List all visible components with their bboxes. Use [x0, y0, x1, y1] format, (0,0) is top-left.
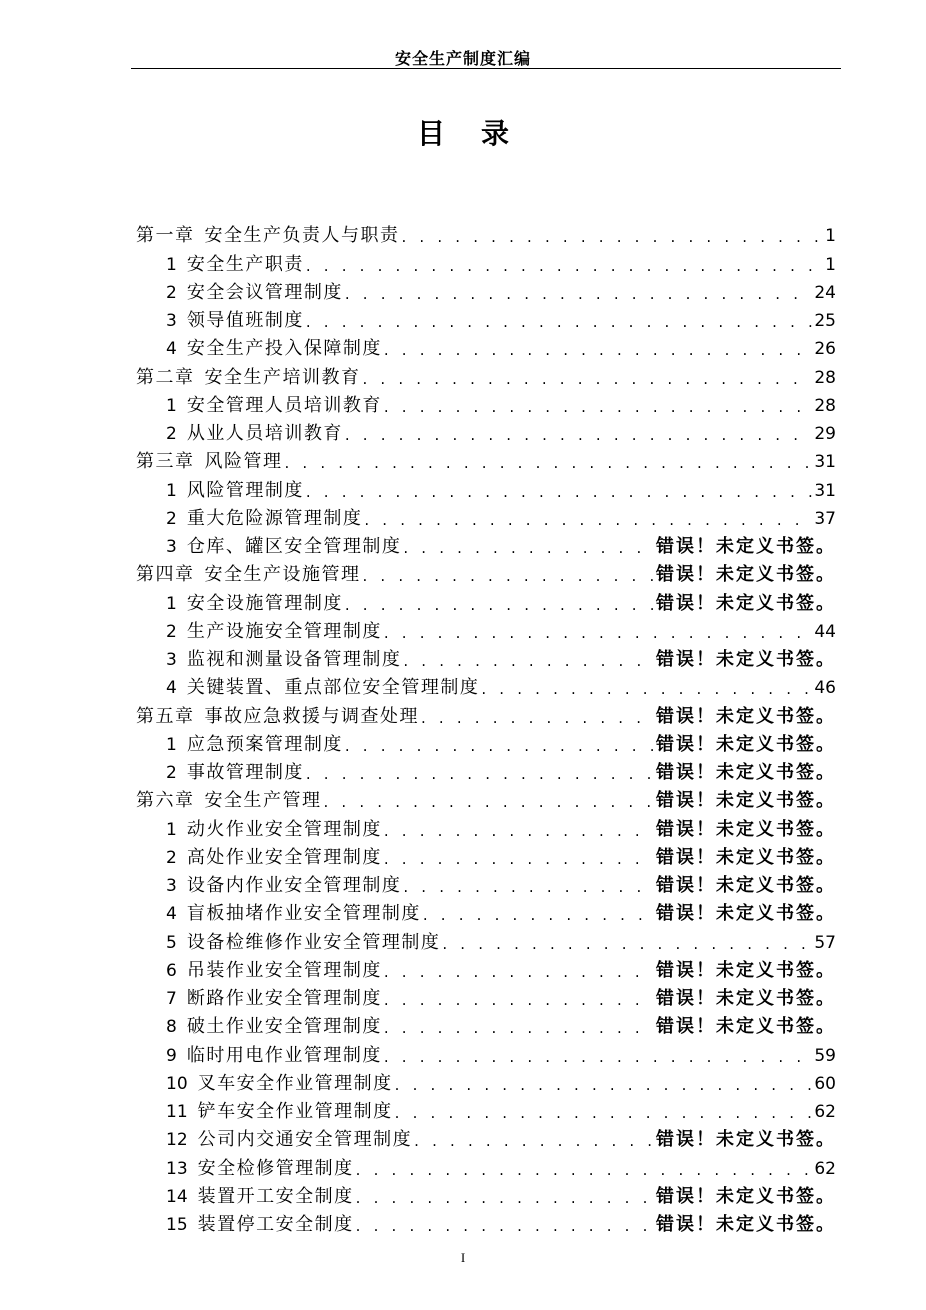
toc-entry-number: 5 [166, 932, 177, 953]
toc-section-link[interactable] [136, 872, 836, 900]
toc-entry-number: 4 [166, 339, 177, 360]
toc-page-number: 62 [814, 1102, 836, 1122]
table-of-contents [136, 222, 836, 1239]
toc-entry-label: 应急预案管理制度 [186, 733, 343, 755]
toc-section-link[interactable] [136, 815, 836, 843]
dot-leader [414, 1128, 654, 1154]
toc-section-link[interactable] [136, 476, 836, 504]
toc-entry-number: 第二章 [136, 366, 195, 388]
toc-page-number: 31 [814, 452, 836, 473]
toc-entry-label: 安全生产设施管理 [204, 564, 361, 586]
toc-entry-label: 盲板抽堵作业安全管理制度 [186, 903, 421, 925]
toc-section-link[interactable] [136, 985, 836, 1013]
dot-leader [356, 1157, 813, 1183]
toc-section-link[interactable] [136, 1041, 836, 1069]
toc-entry-number: 4 [166, 678, 177, 699]
dot-leader [403, 648, 654, 674]
toc-error-bookmark: 错误！未定义书签。 [656, 790, 836, 812]
toc-error-bookmark: 错误！未定义书签。 [656, 959, 836, 981]
toc-chapter-link[interactable] [136, 363, 836, 391]
toc-section-link[interactable] [136, 1070, 836, 1098]
toc-entry-label: 安全设施管理制度 [186, 592, 343, 614]
toc-entry-number: 第六章 [136, 790, 195, 812]
toc-section-link[interactable] [136, 533, 836, 561]
toc-entry-label: 安全生产投入保障制度 [186, 338, 382, 360]
dot-leader [285, 450, 813, 476]
toc-entry-label: 设备内作业安全管理制度 [186, 875, 402, 896]
dot-leader [384, 818, 654, 844]
toc-section-link[interactable] [136, 674, 836, 702]
toc-section-link[interactable] [136, 335, 836, 363]
toc-error-bookmark: 错误！未定义书签。 [656, 564, 836, 586]
toc-entry-label: 安全检修管理制度 [197, 1157, 354, 1179]
toc-entry-label: 监视和测量设备管理制度 [186, 649, 402, 670]
toc-section-link[interactable] [136, 844, 836, 872]
toc-section-link[interactable] [136, 307, 836, 335]
toc-entry-number: 7 [166, 989, 177, 1009]
toc-section-link[interactable] [136, 420, 836, 448]
toc-section-link[interactable] [136, 1183, 836, 1211]
dot-leader [306, 253, 823, 279]
dot-leader [384, 1015, 654, 1041]
toc-chapter-link[interactable] [136, 787, 836, 815]
toc-entry-label: 装置开工安全制度 [197, 1185, 354, 1207]
toc-entry-number: 4 [166, 904, 177, 925]
toc-error-bookmark: 错误！未定义书签。 [656, 1016, 836, 1038]
toc-section-link[interactable] [136, 250, 836, 278]
toc-entry-number: 第四章 [136, 564, 195, 586]
toc-section-link[interactable] [136, 618, 836, 646]
toc-section-link[interactable] [136, 900, 836, 928]
dot-leader [345, 592, 654, 618]
toc-entry-number: 15 [166, 1215, 188, 1235]
toc-entry-number: 2 [166, 763, 177, 783]
toc-section-link[interactable] [136, 1211, 836, 1239]
toc-entry-label: 生产设施安全管理制度 [186, 620, 382, 642]
toc-entry-number: 3 [166, 537, 177, 557]
dot-leader [363, 366, 813, 392]
toc-heading [0, 112, 926, 152]
toc-chapter-link[interactable] [136, 561, 836, 589]
toc-error-bookmark: 错误！未定义书签。 [656, 762, 836, 783]
dot-leader [384, 394, 813, 420]
toc-entry-number: 第一章 [136, 225, 195, 247]
toc-error-bookmark: 错误！未定义书签。 [656, 592, 836, 614]
toc-chapter-link[interactable] [136, 448, 836, 476]
dot-leader [395, 1100, 813, 1126]
dot-leader [356, 1185, 654, 1211]
toc-entry-label: 安全生产培训教育 [204, 366, 361, 388]
toc-entry-label: 事故应急救援与调查处理 [204, 705, 419, 727]
toc-entry-label: 关键装置、重点部位安全管理制度 [186, 677, 480, 699]
toc-entry-label: 叉车安全作业管理制度 [197, 1072, 393, 1094]
toc-entry-number: 第五章 [136, 705, 195, 727]
toc-entry-label: 安全会议管理制度 [186, 281, 343, 303]
toc-error-bookmark: 错误！未定义书签。 [656, 903, 836, 925]
running-header-title: 安全生产制度汇编 [394, 49, 531, 68]
toc-entry-label: 装置停工安全制度 [197, 1214, 354, 1235]
dot-leader [356, 1213, 654, 1239]
toc-section-link[interactable] [136, 957, 836, 985]
toc-entry-number: 1 [166, 819, 177, 840]
toc-entry-number: 3 [166, 311, 177, 331]
toc-entry-label: 安全生产负责人与职责 [204, 225, 400, 247]
toc-heading-right: 录 [481, 117, 510, 150]
dot-leader [402, 224, 824, 250]
toc-error-bookmark: 错误！未定义书签。 [656, 536, 836, 557]
dot-leader [384, 987, 654, 1013]
toc-page-number: 31 [814, 480, 836, 501]
dot-leader [345, 733, 654, 759]
toc-error-bookmark: 错误！未定义书签。 [656, 818, 836, 840]
dot-leader [481, 676, 812, 702]
toc-entry-number: 2 [166, 424, 177, 444]
dot-leader [345, 281, 813, 307]
dot-leader [384, 1044, 813, 1070]
dot-leader [384, 959, 654, 985]
toc-entry-number: 3 [166, 876, 177, 896]
dot-leader [403, 535, 654, 561]
toc-chapter-link[interactable] [136, 222, 836, 250]
toc-error-bookmark: 错误！未定义书签。 [656, 988, 836, 1009]
toc-section-link[interactable] [136, 505, 836, 533]
dot-leader [423, 902, 654, 928]
toc-entry-label: 风险管理 [204, 451, 283, 473]
dot-leader [345, 422, 813, 448]
toc-entry-number: 11 [166, 1102, 188, 1122]
toc-entry-label: 风险管理制度 [186, 479, 304, 501]
toc-section-link[interactable] [136, 731, 836, 759]
toc-page-number: 59 [814, 1045, 836, 1066]
toc-entry-label: 设备检维修作业安全管理制度 [186, 931, 441, 953]
toc-section-link[interactable] [136, 1126, 836, 1154]
toc-entry-number: 1 [166, 734, 177, 755]
toc-entry-label: 事故管理制度 [186, 762, 304, 783]
toc-entry-number: 1 [166, 593, 177, 614]
toc-section-link[interactable] [136, 1098, 836, 1126]
toc-entry-label: 动火作业安全管理制度 [186, 818, 382, 840]
toc-error-bookmark: 错误！未定义书签。 [656, 846, 836, 868]
toc-entry-label: 从业人员培训教育 [186, 423, 343, 444]
toc-entry-number: 10 [166, 1073, 188, 1094]
toc-chapter-link[interactable] [136, 702, 836, 730]
toc-section-link[interactable] [136, 928, 836, 956]
header-rule [131, 68, 841, 69]
toc-entry-label: 安全生产管理 [204, 790, 322, 812]
toc-page-number: 60 [814, 1073, 836, 1094]
toc-entry-number: 6 [166, 960, 177, 981]
dot-leader [403, 874, 654, 900]
dot-leader [421, 705, 654, 731]
dot-leader [306, 479, 813, 505]
toc-entry-number: 2 [166, 621, 177, 642]
dot-leader [324, 789, 655, 815]
toc-entry-label: 断路作业安全管理制度 [186, 988, 382, 1009]
toc-entry-label: 公司内交通安全管理制度 [197, 1129, 413, 1151]
toc-error-bookmark: 错误！未定义书签。 [656, 1129, 836, 1151]
toc-entry-label: 高处作业安全管理制度 [186, 846, 382, 868]
toc-entry-label: 吊装作业安全管理制度 [186, 959, 382, 981]
toc-entry-number: 1 [166, 395, 177, 416]
toc-error-bookmark: 错误！未定义书签。 [656, 1185, 836, 1207]
toc-error-bookmark: 错误！未定义书签。 [656, 649, 836, 670]
toc-page-number: 29 [814, 424, 836, 444]
toc-entry-label: 安全生产职责 [186, 253, 304, 275]
dot-leader [363, 563, 655, 589]
dot-leader [306, 761, 654, 787]
toc-entry-label: 铲车安全作业管理制度 [197, 1101, 393, 1122]
toc-entry-label: 仓库、罐区安全管理制度 [186, 536, 402, 557]
toc-page-number: 24 [814, 282, 836, 303]
toc-entry-number: 13 [166, 1158, 188, 1179]
dot-leader [364, 507, 812, 533]
toc-entry-label: 领导值班制度 [186, 310, 304, 331]
toc-entry-label: 临时用电作业管理制度 [186, 1044, 382, 1066]
dot-leader [395, 1072, 813, 1098]
dot-leader [384, 337, 813, 363]
toc-section-link[interactable] [136, 759, 836, 787]
dot-leader [306, 309, 813, 335]
toc-page-number: 25 [814, 311, 836, 331]
toc-entry-label: 重大危险源管理制度 [186, 507, 363, 529]
toc-page-number: 57 [814, 932, 836, 953]
toc-page-number: 44 [814, 621, 836, 642]
toc-entry-number: 1 [166, 254, 177, 275]
toc-section-link[interactable] [136, 1154, 836, 1182]
toc-page-number: 28 [814, 395, 836, 416]
toc-entry-number: 12 [166, 1130, 188, 1151]
dot-leader [384, 846, 654, 872]
toc-entry-number: 2 [166, 847, 177, 868]
toc-section-link[interactable] [136, 1013, 836, 1041]
toc-entry-number: 2 [166, 508, 177, 529]
toc-entry-number: 2 [166, 282, 177, 303]
toc-entry-number: 1 [166, 480, 177, 501]
toc-section-link[interactable] [136, 589, 836, 617]
toc-entry-label: 破土作业安全管理制度 [186, 1016, 382, 1038]
toc-section-link[interactable] [136, 392, 836, 420]
toc-page-number: 26 [814, 339, 836, 360]
toc-section-link[interactable] [136, 279, 836, 307]
toc-page-number: 1 [825, 226, 836, 247]
toc-entry-number: 第三章 [136, 451, 195, 473]
toc-entry-number: 9 [166, 1045, 177, 1066]
toc-page-number: 1 [825, 254, 836, 275]
toc-entry-number: 3 [166, 650, 177, 670]
toc-error-bookmark: 错误！未定义书签。 [656, 705, 836, 727]
toc-heading-left: 目 [416, 117, 445, 150]
toc-error-bookmark: 错误！未定义书签。 [656, 733, 836, 755]
footer-page-number: I [460, 1250, 466, 1265]
toc-error-bookmark: 错误！未定义书签。 [656, 875, 836, 896]
toc-entry-number: 14 [166, 1186, 188, 1207]
toc-page-number: 28 [814, 367, 836, 388]
toc-section-link[interactable] [136, 646, 836, 674]
dot-leader [442, 931, 812, 957]
toc-entry-number: 8 [166, 1017, 177, 1038]
toc-page-number: 37 [814, 508, 836, 529]
toc-page-number: 46 [814, 678, 836, 699]
toc-entry-label: 安全管理人员培训教育 [186, 394, 382, 416]
toc-error-bookmark: 错误！未定义书签。 [656, 1214, 836, 1235]
dot-leader [384, 620, 813, 646]
toc-page-number: 62 [814, 1158, 836, 1179]
